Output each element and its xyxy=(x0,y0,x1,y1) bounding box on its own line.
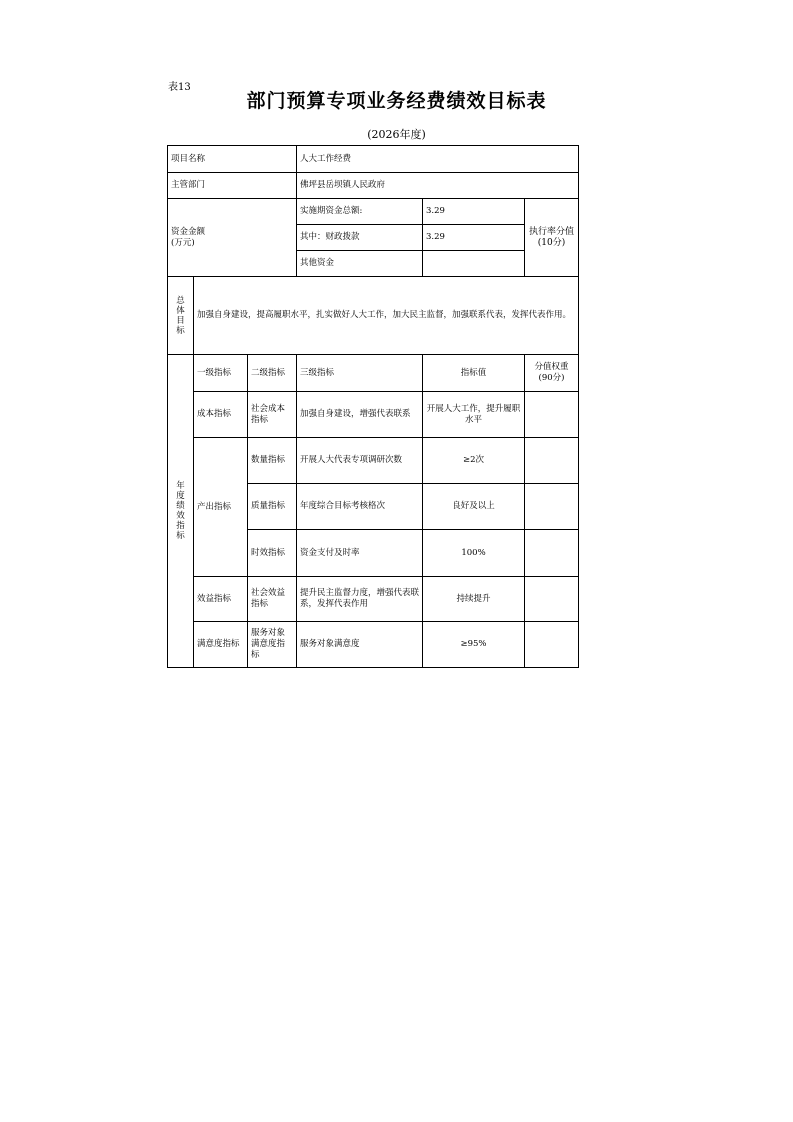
cost-value: 开展人大工作，提升履职水平 xyxy=(422,391,525,438)
header-level2: 二级指标 xyxy=(247,354,297,392)
output-timeliness-weight xyxy=(524,529,579,577)
output-quality-level3: 年度综合目标考核格次 xyxy=(296,483,423,530)
output-quality-level2: 质量指标 xyxy=(247,483,297,530)
benefit-value: 持续提升 xyxy=(422,576,525,622)
output-quantity-weight xyxy=(524,437,579,484)
total-funds-value: 3.29 xyxy=(422,198,525,225)
year-label: (2026年度) xyxy=(367,128,426,141)
satisfaction-weight xyxy=(524,621,579,668)
table-number: 表13 xyxy=(168,82,191,93)
page-title: 部门预算专项业务经费绩效目标表 xyxy=(246,90,547,112)
cost-weight xyxy=(524,391,579,438)
funds-label: 资金金额 (万元) xyxy=(167,198,297,277)
other-funds-label: 其他资金 xyxy=(296,250,423,277)
department-value: 佛坪县岳坝镇人民政府 xyxy=(296,172,579,199)
benefit-level2: 社会效益指标 xyxy=(247,576,297,622)
output-quantity-level2: 数量指标 xyxy=(247,437,297,484)
satisfaction-level1: 满意度指标 xyxy=(193,621,248,668)
benefit-level1: 效益指标 xyxy=(193,576,248,622)
total-funds-label: 实施期资金总额: xyxy=(296,198,423,225)
overall-goal-label: 总体目标 xyxy=(167,276,194,355)
satisfaction-value: ≥95% xyxy=(422,621,525,668)
output-quality-value: 良好及以上 xyxy=(422,483,525,530)
annual-indicators-label: 年度绩效指标 xyxy=(167,354,194,668)
header-level3: 三级指标 xyxy=(296,354,423,392)
other-funds-value xyxy=(422,250,525,277)
header-level1: 一级指标 xyxy=(193,354,248,392)
fiscal-funds-value: 3.29 xyxy=(422,224,525,251)
output-timeliness-level3: 资金支付及时率 xyxy=(296,529,423,577)
cost-level3: 加强自身建设，增强代表联系 xyxy=(296,391,423,438)
project-name-value: 人大工作经费 xyxy=(296,145,579,173)
fiscal-funds-label: 其中：财政拨款 xyxy=(296,224,423,251)
cost-level1: 成本指标 xyxy=(193,391,248,438)
output-level1: 产出指标 xyxy=(193,437,248,577)
output-timeliness-level2: 时效指标 xyxy=(247,529,297,577)
execution-rate-score: 执行率分值 (10分) xyxy=(524,198,579,277)
overall-goal-text: 加强自身建设，提高履职水平，扎实做好人大工作，加大民主监督，加强联系代表，发挥代表作用。 xyxy=(193,276,579,355)
satisfaction-level2: 服务对象满意度指标 xyxy=(247,621,297,668)
benefit-weight xyxy=(524,576,579,622)
project-name-label: 项目名称 xyxy=(167,145,297,173)
benefit-level3: 提升民主监督力度，增强代表联系，发挥代表作用 xyxy=(296,576,423,622)
header-value: 指标值 xyxy=(422,354,525,392)
output-quantity-value: ≥2次 xyxy=(422,437,525,484)
header-weight: 分值权重 (90分) xyxy=(524,354,579,392)
satisfaction-level3: 服务对象满意度 xyxy=(296,621,423,668)
cost-level2: 社会成本指标 xyxy=(247,391,297,438)
output-quality-weight xyxy=(524,483,579,530)
output-quantity-level3: 开展人大代表专项调研次数 xyxy=(296,437,423,484)
department-label: 主管部门 xyxy=(167,172,297,199)
output-timeliness-value: 100% xyxy=(422,529,525,577)
